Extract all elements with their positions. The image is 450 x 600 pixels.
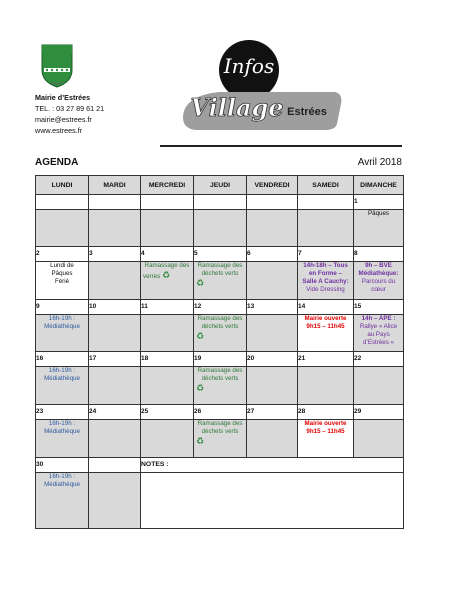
event-mediatheque: [36, 367, 89, 405]
event-cell: [89, 420, 141, 458]
event-line: 16h-19h :: [48, 473, 76, 480]
date-cell: 23: [36, 405, 89, 420]
event-cell: [141, 210, 194, 247]
recycle-icon: ♻: [196, 278, 205, 288]
event-cell: [141, 420, 194, 458]
week3-date-row: [36, 300, 404, 315]
event-line: Salle A Cauchy:: [302, 278, 349, 285]
date-cell: 24: [89, 405, 141, 420]
event-line: Pâques: [51, 270, 73, 277]
event-mediatheque: [36, 315, 89, 352]
event-line: déchets verts: [201, 323, 239, 330]
event-cell: [141, 315, 194, 352]
logo-word-village: Village: [190, 93, 284, 122]
event-rallye-alice: [354, 315, 404, 352]
event-line: Médiathèque:: [358, 270, 399, 277]
event-cell: [141, 367, 194, 405]
event-cell: [89, 367, 141, 405]
event-cell: [354, 367, 404, 405]
week6-date-row: [36, 458, 404, 473]
day-header-vendredi: VENDREDI: [247, 176, 298, 195]
date-cell: [247, 195, 298, 210]
date-cell: 14: [298, 300, 354, 315]
event-line: Médiathèque: [44, 375, 80, 382]
event-cell: [247, 210, 298, 247]
day-header-samedi: SAMEDI: [298, 176, 354, 195]
date-cell: 28: [298, 405, 354, 420]
date-cell: 20: [247, 352, 298, 367]
event-line: Médiathèque: [44, 481, 80, 488]
event-line: au Pays: [367, 331, 390, 338]
date-cell: 17: [89, 352, 141, 367]
date-cell: 12: [194, 300, 247, 315]
date-cell: [36, 195, 89, 210]
date-cell: 15: [354, 300, 404, 315]
date-cell: [194, 195, 247, 210]
mairie-phone: TEL. : 03 27 89 61 21: [35, 104, 105, 113]
notes-area[interactable]: [141, 473, 404, 529]
date-cell: [141, 195, 194, 210]
event-line: 16h-19h :: [48, 367, 76, 374]
week6-event-row: [36, 473, 404, 529]
logo-word-infos: Infos: [223, 54, 275, 78]
date-cell: 25: [141, 405, 194, 420]
event-line: Rallye « Alice: [359, 323, 398, 330]
event-cell: [247, 315, 298, 352]
day-header-dimanche: DIMANCHE: [354, 176, 404, 195]
recycle-icon: ♻: [161, 270, 171, 280]
date-cell: 21: [298, 352, 354, 367]
week2-event-row: [36, 262, 404, 300]
mairie-name: Mairie d’Estrées: [35, 93, 91, 102]
event-cell: [89, 210, 141, 247]
week3-event-row: [36, 315, 404, 352]
event-line: Médiathèque: [44, 428, 80, 435]
week2-date-row: [36, 247, 404, 262]
date-cell: 4: [141, 247, 194, 262]
event-cell: [298, 210, 354, 247]
week5-date-row: [36, 405, 404, 420]
event-line: 14h-18h – Tous: [303, 262, 348, 269]
header-divider: [160, 145, 402, 147]
event-line: déchets verts: [201, 270, 239, 277]
recycle-icon: ♻: [196, 331, 205, 341]
event-line: Vide Dressing: [306, 286, 345, 293]
date-cell: 2: [36, 247, 89, 262]
event-line: Médiathèque: [44, 323, 80, 330]
event-line: 14h – APE :: [361, 315, 396, 322]
event-line: 9h – BVE: [365, 262, 392, 269]
week1-event-row: [36, 210, 404, 247]
event-mairie-ouverte: [298, 315, 354, 352]
event-cell: [247, 420, 298, 458]
event-line: 9h15 – 11h45: [306, 428, 345, 435]
event-lundi-paques: [36, 262, 89, 300]
event-line: Ramassage des: [197, 315, 243, 322]
event-line: Ramassage des: [197, 367, 243, 374]
date-cell: [89, 195, 141, 210]
event-mairie-ouverte: [298, 420, 354, 458]
event-cell: [354, 420, 404, 458]
date-cell: 16: [36, 352, 89, 367]
day-header-mercredi: MERCREDI: [141, 176, 194, 195]
event-line: déchets verts: [201, 375, 239, 382]
event-mediatheque: [36, 473, 89, 529]
date-cell: 5: [194, 247, 247, 262]
event-parcours-du-coeur: [354, 262, 404, 300]
date-cell: 30: [36, 458, 89, 473]
event-ramassage-dechets-verts: [194, 420, 247, 458]
coat-of-arms-logo: [41, 44, 73, 88]
week1-date-row: [36, 195, 404, 210]
date-cell: 11: [141, 300, 194, 315]
logo-word-estrees: Estrées: [287, 106, 327, 118]
event-line: 9h15 – 11h45: [306, 323, 345, 330]
event-cell: [89, 262, 141, 300]
event-cell: [298, 367, 354, 405]
week5-event-row: [36, 420, 404, 458]
calendar-table: [35, 175, 404, 529]
event-line: Parcours du: [361, 278, 396, 285]
date-cell: 9: [36, 300, 89, 315]
event-line: verres: [143, 273, 161, 280]
date-cell: 6: [247, 247, 298, 262]
date-cell: [298, 195, 354, 210]
date-cell: 13: [247, 300, 298, 315]
event-line: Ramassage des: [144, 262, 190, 269]
event-line: en Forme –: [308, 270, 342, 277]
week4-date-row: [36, 352, 404, 367]
infos-village-logo: [175, 38, 345, 134]
event-cell: [247, 367, 298, 405]
event-ramassage-dechets-verts: [194, 367, 247, 405]
event-ramassage-dechets-verts: [194, 262, 247, 300]
recycle-icon: ♻: [196, 436, 205, 446]
date-cell: 26: [194, 405, 247, 420]
event-cell: [89, 473, 141, 529]
event-line: Lundi de: [50, 262, 74, 269]
event-ramassage-dechets-verts: [194, 315, 247, 352]
event-cell: [89, 315, 141, 352]
event-line: 16h-19h :: [48, 420, 76, 427]
event-line: 16h-19h :: [48, 315, 76, 322]
mairie-contact-block: [35, 92, 104, 136]
event-line: Mairie ouverte: [304, 420, 347, 427]
date-cell: 18: [141, 352, 194, 367]
event-line: cœur: [371, 286, 386, 293]
event-paques: Pâques: [354, 210, 404, 247]
date-cell: 7: [298, 247, 354, 262]
day-header-lundi: LUNDI: [36, 176, 89, 195]
day-header-mardi: MARDI: [89, 176, 141, 195]
date-cell: 10: [89, 300, 141, 315]
event-line: Ramassage des: [197, 420, 243, 427]
date-cell: 22: [354, 352, 404, 367]
date-cell: 29: [354, 405, 404, 420]
date-cell: [89, 458, 141, 473]
event-line: d’Estrées »: [363, 339, 394, 346]
event-tous-en-forme: [298, 262, 354, 300]
event-line: Férié: [54, 278, 70, 285]
date-cell: 1: [354, 195, 404, 210]
date-cell: 19: [194, 352, 247, 367]
event-line: Mairie ouverte: [304, 315, 347, 322]
day-header-jeudi: JEUDI: [194, 176, 247, 195]
event-cell: [36, 210, 89, 247]
calendar-header-row: [36, 176, 404, 195]
event-cell: [247, 262, 298, 300]
event-cell: [194, 210, 247, 247]
date-cell: 8: [354, 247, 404, 262]
mairie-website[interactable]: www.estrees.fr: [35, 126, 83, 135]
mairie-email[interactable]: mairie@estrees.fr: [35, 115, 92, 124]
date-cell: 3: [89, 247, 141, 262]
notes-label: NOTES :: [141, 458, 404, 473]
event-ramassage-verres: [141, 262, 194, 300]
agenda-title: AGENDA: [35, 157, 79, 168]
week4-event-row: [36, 367, 404, 405]
recycle-icon: ♻: [196, 383, 205, 393]
month-label: Avril 2018: [357, 157, 402, 168]
event-mediatheque: [36, 420, 89, 458]
event-line: Ramassage des: [197, 262, 243, 269]
event-line: déchets verts: [201, 428, 239, 435]
date-cell: 27: [247, 405, 298, 420]
